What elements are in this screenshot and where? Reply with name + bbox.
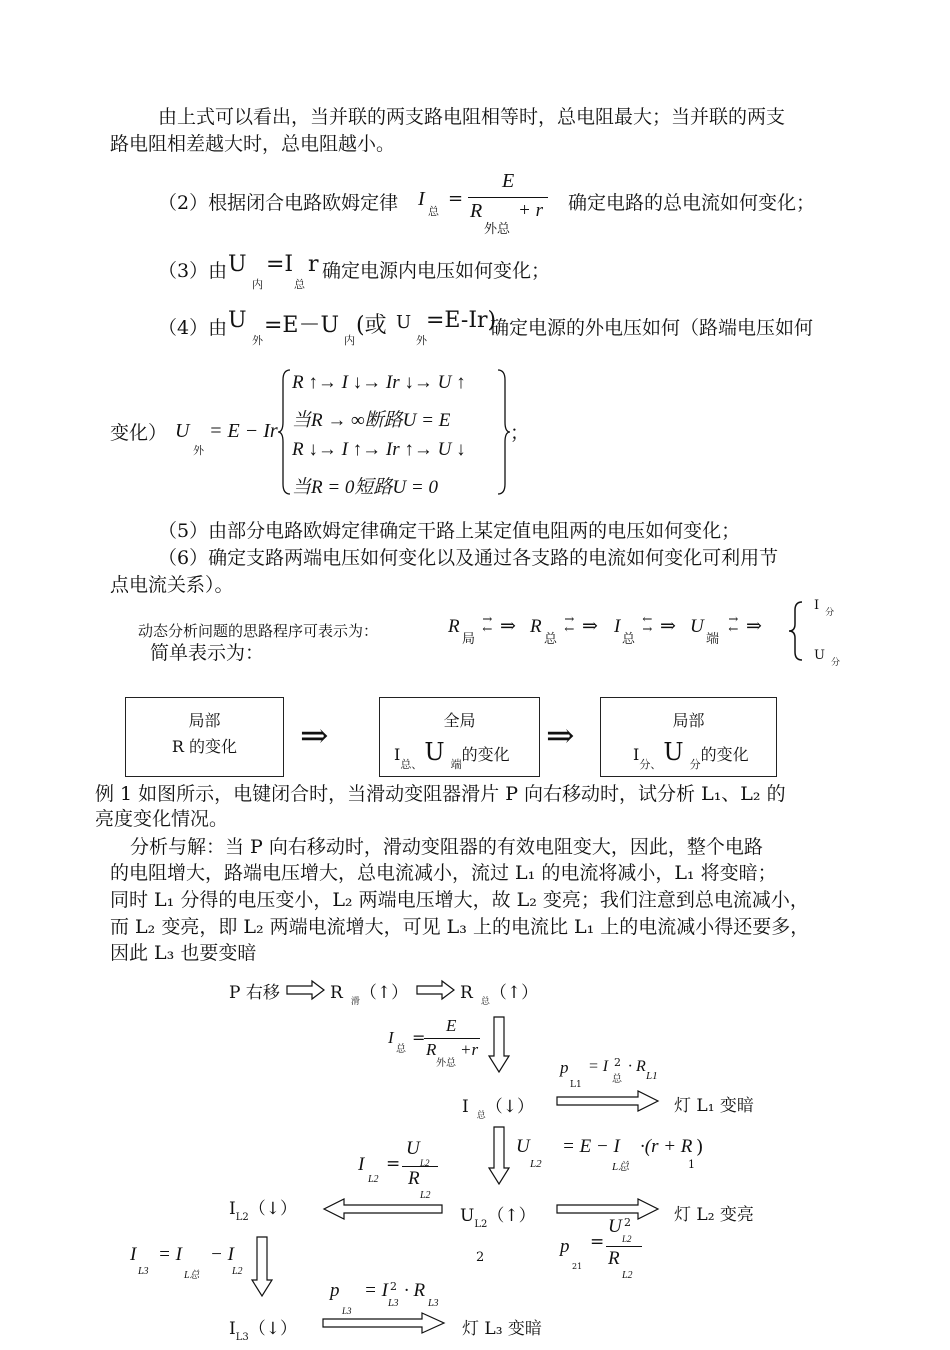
flow-ul2: $U_{L2}(↑)$ — [460, 1206, 536, 1230]
hollow-arrow-1 — [286, 980, 326, 1000]
analysis-line-5: 因此 L₃ 也要变暗 — [110, 942, 257, 964]
simple-label: 简单表示为： — [150, 642, 265, 664]
brace-tail: ； — [510, 422, 530, 444]
hollow-arrow-3 — [556, 1090, 660, 1112]
example-line1: 例 1 如图所示，电键闭合时，当滑动变阻器滑片 P 向右移动时，试分析 L₁、L₂ 的 — [95, 783, 786, 805]
step6-line1: （6）确定支路两端电压如何变化以及通过各支路的电流如何变化可利用节 — [158, 547, 779, 569]
brace-line-1: R ↑→ I ↓→ Ir ↓→ U ↑ — [292, 372, 466, 393]
box-local-branch: 局部 $I_{分、}U$ $_分$的变化 — [600, 697, 777, 777]
analysis-line-4: 而 L₂ 变亮，即 L₂ 两端电流增大，可见 L₃ 上的电流比 L₁ 上的电流减小得还要多， — [110, 916, 810, 938]
branch-top: I $_分$ — [814, 598, 835, 618]
step6-line2: 点电流关系）。 — [110, 574, 234, 596]
step5: （5）由部分电路欧姆定律确定干路上某定值电阻两的电压如何变化； — [158, 520, 741, 542]
step4-cont: 变化） — [110, 422, 168, 444]
flow-r-total: R $_总$（↑） — [460, 983, 539, 1007]
brace-line-2: 当R → ∞断路U = E — [292, 410, 451, 431]
analysis-line-2: 的电阻增大，路端电压增大，总电流减小，流过 L₁ 的电流将减小，L₁ 将变暗； — [110, 862, 777, 884]
down-arrow-3 — [251, 1236, 273, 1298]
flow-lamp2: 灯 L₂ 变亮 — [674, 1205, 754, 1225]
step4-suffix: 确定电源的外电压如何（路端电压如何 — [490, 317, 814, 339]
flow-r-slide: R $_滑$（↑） — [330, 983, 409, 1007]
box-arrow-2: ⇒ — [546, 716, 575, 756]
down-arrow-1 — [488, 1016, 510, 1074]
page-number: 2 — [476, 1250, 485, 1265]
analysis-line-1: 分析与解：当 P 向右移动时，滑动变阻器的有效电阻变大，因此，整个电路 — [130, 836, 763, 858]
flow-il2: $I_{L2}(↓)$ — [229, 1199, 297, 1223]
para1-line2: 路电阻相差越大时，总电阻越小。 — [110, 133, 396, 155]
analysis-line-3: 同时 L₁ 分得的电压变小，L₂ 两端电压增大，故 L₂ 变亮；我们注意到总电流减小， — [110, 889, 809, 911]
down-arrow-2 — [488, 1126, 510, 1186]
step3-prefix: （3）由 — [158, 260, 228, 282]
flow-p-move: P 右移 — [229, 983, 280, 1003]
box-arrow-1: ⇒ — [300, 716, 329, 756]
step4-prefix: （4）由 — [158, 317, 228, 339]
para1-line1: 由上式可以看出，当并联的两支路电阻相等时，总电阻最大；当并联的两支 — [158, 106, 786, 128]
dyn-label: 动态分析问题的思路程序可表示为： — [138, 622, 379, 640]
example-line2: 亮度变化情况。 — [95, 808, 229, 830]
box-local-r: 局部 R 的变化 — [125, 697, 284, 777]
branch-brace — [788, 600, 804, 662]
box-global: 全局 $I_{总、}U$ $_端$的变化 — [379, 697, 540, 777]
step2-prefix: （2）根据闭合电路欧姆定律 — [158, 192, 399, 214]
step2-formula: I 总 = E R 外总 + r — [418, 176, 558, 236]
flow-lamp1: 灯 L₁ 变暗 — [674, 1096, 754, 1116]
hollow-arrow-5 — [322, 1312, 446, 1334]
flow-il3: $I_{L3}(↓)$ — [229, 1319, 297, 1343]
flow-lamp3: 灯 L₃ 变暗 — [462, 1319, 542, 1339]
branch-bottom: U $_分$ — [814, 648, 840, 668]
step3-suffix: 确定电源内电压如何变化； — [322, 260, 551, 282]
brace-line-3: R ↓→ I ↑→ Ir ↑→ U ↓ — [292, 439, 466, 460]
step2-suffix: 确定电路的总电流如何变化； — [568, 192, 816, 214]
hollow-arrow-left — [322, 1198, 444, 1220]
dyn-chain: R 局 ↑↓ ⇒ R 总 ↑↓ ⇒ I 总 ↓↑ ⇒ U 端 ↑↓ ⇒ — [448, 614, 762, 647]
flow-i-total: I $_总$（↓） — [462, 1097, 534, 1121]
hollow-arrow-2 — [416, 980, 456, 1000]
brace-line-4: 当R = 0短路U = 0 — [292, 477, 438, 498]
left-brace — [278, 368, 292, 496]
